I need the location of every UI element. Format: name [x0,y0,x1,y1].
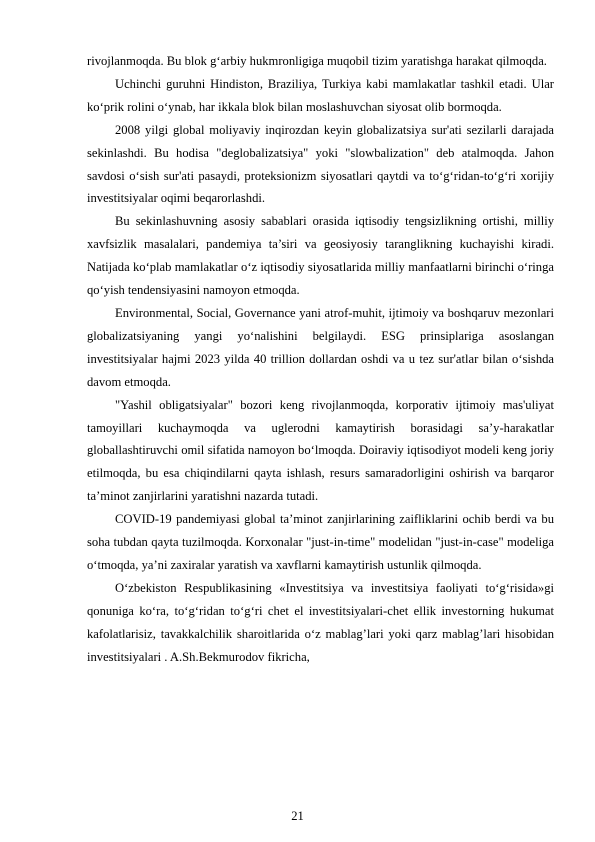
paragraph: COVID-19 pandemiyasi global ta’minot zanjirlarining zaifliklarini ochib berdi va bu soha tubdan qayta tuzilmoqda. Korxonalar "just-in-time" modelidan "just-in-case" modeliga o‘tmoqda, ya’ni zaxiralar yaratish va xavflarni kamaytirish ustunlik qilmoqda. [87,512,554,572]
paragraph: Bu sekinlashuvning asosiy sabablari orasida iqtisodiy tengsizlikning ortishi, milliy xavfsizlik masalalari, pandemiya ta’siri va geosiyosiy taranglikning kuchayishi kiradi. Natijada ko‘plab mamlakatlar o‘z iqtisodiy siyosatlarida milliy manfaatlarni birinchi o‘ringa qo‘yish tendensiyasini namoyon etmoqda. [87,214,554,298]
paragraph: 2008 yilgi global moliyaviy inqirozdan keyin globalizatsiya sur'ati sezilarli darajada sekinlashdi. Bu hodisa "deglobalizatsiya" yoki "slowbalization" deb atalmoqda. Jahon savdosi o‘sish sur'ati pasaydi, proteksionizm siyosatlari qaytdi va to‘g‘ridan-to‘g‘ri xorijiy investitsiyalar oqimi beqarorlashdi. [87,122,554,206]
document-page [87,50,554,668]
paragraph: "Yashil obligatsiyalar" bozori keng rivojlanmoqda, korporativ ijtimoiy mas'uliyat tamoyillari kuchaymoqda va uglerodni kamaytirish borasidagi sa’y-harakatlar globallashtiruvchi omil sifatida namoyon bo‘lmoqda. Doiraviy iqtisodiyot modeli keng joriy etilmoqda, bu esa chiqindilarni qayta ishlash, resurs samaradorligini oshirish va barqaror ta’minot zanjirlarini yaratishni nazarda tutadi. [87,397,554,504]
paragraph: Environmental, Social, Governance yani atrof-muhit, ijtimoiy va boshqaruv mezonlari globalizatsiyaning yangi yo‘nalishini belgilaydi. ESG prinsiplariga asoslangan investitsiyalar hajmi 2023 yilda 40 trillion dollardan oshdi va u tez sur'atlar bilan o‘sishda davom etmoqda. [87,305,554,389]
paragraph: rivojlanmoqda. Bu blok g‘arbiy hukmronligiga muqobil tizim yaratishga harakat qilmoqda. [87,54,547,68]
paragraph: Uchinchi guruhni Hindiston, Braziliya, Turkiya kabi mamlakatlar tashkil etadi. Ular ko‘prik rolini o‘ynab, har ikkala blok bilan moslashuvchan siyosat olib bormoqda. [87,76,554,114]
page-number: 21 [291,809,304,823]
paragraph: O‘zbekiston Respublikasining «Investitsiya va investitsiya faoliyati to‘g‘risida»gi qonuniga ko‘ra, to‘g‘ridan to‘g‘ri chet el investitsiyalari-chet ellik investorning hukumat kafolatlarisiz, tavakkalchilik sharoitlarida o‘z mablag’lari yoki qarz mablag’lari hisobidan investitsiyalari . A.Sh.Bekmurodov fikricha, [87,580,554,664]
